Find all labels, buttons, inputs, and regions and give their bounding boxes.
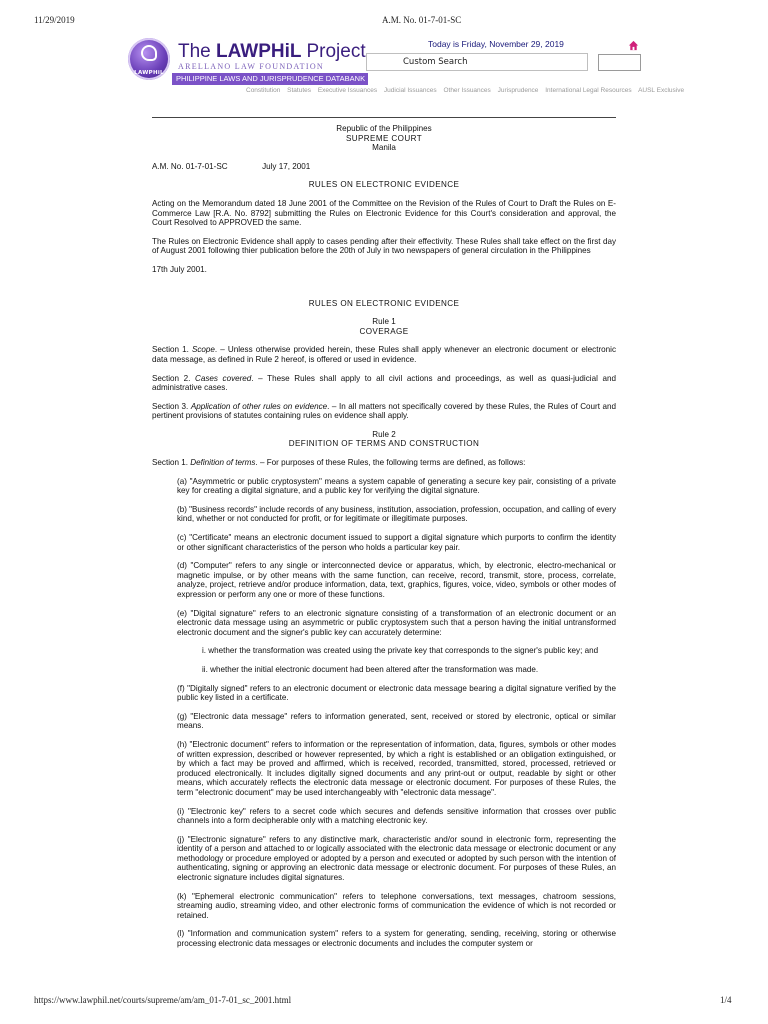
republic-line: Republic of the Philippines xyxy=(336,124,432,133)
logo-caption: LAWPHiL xyxy=(134,70,164,76)
rules-heading: RULES ON ELECTRONIC EVIDENCE xyxy=(308,298,460,308)
section-title: Cases covered xyxy=(194,373,252,383)
site-title[interactable] xyxy=(178,41,366,63)
foundation-name: ARELLANO LAW FOUNDATION xyxy=(178,62,324,71)
site-title-suffix: Project xyxy=(306,41,366,62)
nav-ausl-exclusive[interactable]: AUSL Exclusive xyxy=(638,87,685,94)
nav-constitution[interactable]: Constitution xyxy=(246,87,281,94)
intro-paragraph-1: Acting on the Memorandum dated 18 June 2001 of the Committee on the Revision of the Rules of Court to Draft the Rules on E-Commerce Law [R.A. No. 8792] submitting the Rules on Electronic Evidence for this Court's consideration and approval, the Court Resolved to APPROVED the same. xyxy=(152,198,616,228)
rule1-title: COVERAGE xyxy=(359,326,409,336)
intro-paragraph-2: The Rules on Electronic Evidence shall apply to cases pending after their effectivity. These Rules shall take effect on the first day of August 2001 following thier publication before the 20th of July in two newspapers of general circulation in the Philippines xyxy=(152,236,616,256)
rule1-number: Rule 1 xyxy=(372,317,396,327)
rule1-section1 xyxy=(152,345,616,364)
print-page-number: 1/4 xyxy=(720,995,732,1005)
case-date: July 17, 2001 xyxy=(262,161,311,171)
section-label: Section 1. xyxy=(152,458,188,468)
definition-e: (e) "Digital signature" refers to an electronic signature consisting of a transformation of an electronic document or an electronic data message using an asymmetric or public cryptosystem such that a person having the initial untransformed electronic document and the signer's public key can accurately determine: xyxy=(177,608,616,637)
nav-statutes[interactable]: Statutes xyxy=(287,87,311,94)
main-nav xyxy=(246,87,732,94)
nav-international-legal-resources[interactable]: International Legal Resources xyxy=(545,87,632,94)
logo-emblem-icon xyxy=(141,45,157,61)
section-label: Section 3. xyxy=(152,401,189,411)
definition-h: (h) "Electronic document" refers to information or the representation of information, data, figures, symbols or other modes of written expression, described or however represented, by which a right is established or an obligation extinguished, or by which a fact may be proved and affirmed, which is received, recorded, transmitted, stored, processed, retrieved or produced electronically. It includes digitally signed documents and any print-out or output, readable by sight or other means, which accurately reflects the electronic data message or electronic document. For purposes of these Rules, the term "electronic document" may be used interchangeably with "electronic data message". xyxy=(177,739,616,797)
document-body xyxy=(152,124,616,949)
print-url[interactable]: https://www.lawphil.net/courts/supreme/am/am_01-7-01_sc_2001.html xyxy=(34,995,292,1005)
court-city: Manila xyxy=(372,143,396,153)
rule1-section3 xyxy=(152,402,616,421)
section-text: . – For purposes of these Rules, the following terms are defined, as follows: xyxy=(255,458,526,468)
home-icon[interactable] xyxy=(628,40,639,51)
definition-d: (d) "Computer" refers to any single or interconnected device or apparatus, which, by electronic, electro-mechanical or magnetic impulse, or by other means with the same function, can receive, record, transmit, store, process, correlate, analyze, project, retrieve and/or produce information, data, text, graphics, figures, voice, video, symbols or other modes of expression or perform any one or more of these functions. xyxy=(177,561,616,599)
case-line xyxy=(152,162,616,172)
print-date: 11/29/2019 xyxy=(34,15,75,25)
site-title-brand: LAWPHiL xyxy=(216,41,302,62)
today-date: Today is Friday, November 29, 2019 xyxy=(428,39,564,49)
section-title: Definition of terms xyxy=(190,458,256,468)
definition-i: (i) "Electronic key" refers to a secret code which secures and defends sensitive information that crosses over public channels into a form decipherable only with a matching electronic key. xyxy=(177,806,616,826)
nav-executive-issuances[interactable]: Executive Issuances xyxy=(317,87,378,94)
intro-date: 17th July 2001. xyxy=(152,264,207,274)
section-label: Section 1. xyxy=(152,345,189,355)
definition-c: (c) "Certificate" means an electronic document issued to support a digital signature which purports to confirm the identity or other significant characteristics of the person who holds a particular key pair. xyxy=(177,533,616,552)
section-title: Application of other rules on evidence xyxy=(190,401,328,411)
definition-j: (j) "Electronic signature" refers to any distinctive mark, characteristic and/or sound in electronic form, representing the identity of a person and attached to or logically associated with the electronic data message or electronic document or any methodology or procedure employed or adopted by a person and executed or adopted by such person with the intention of authenticating, signing or approving an electronic data message or electronic document. For purposes of these Rules, an electronic signature includes digital signatures. xyxy=(177,834,616,883)
definition-l: (l) "Information and communication system" refers to a system for generating, sending, receiving, storing or otherwise processing electronic data messages or electronic documents and includes the computer system or xyxy=(177,929,616,949)
section-title: Scope xyxy=(191,345,215,355)
section-label: Section 2. xyxy=(152,373,191,383)
search-placeholder: Custom Search xyxy=(403,57,468,67)
definition-g: (g) "Electronic data message" refers to information generated, sent, received or stored by electronic, optical or similar means. xyxy=(177,711,616,731)
header-divider xyxy=(152,117,616,118)
definition-f: (f) "Digitally signed" refers to an electronic document or electronic data message bearing a digital signature verified by the public key listed in a certificate. xyxy=(177,683,616,703)
definition-e-ii: ii. whether the initial electronic document had been altered after the transformation was made. xyxy=(202,664,539,674)
rule2-section1 xyxy=(152,458,616,468)
nav-jurisprudence[interactable]: Jurisprudence xyxy=(497,87,539,94)
section-text: . – These Rules shall apply to all civil actions and proceedings, as well as quasi-judicial and administrative cases. xyxy=(152,373,616,393)
nav-other-issuances[interactable]: Other Issuances xyxy=(443,87,491,94)
rule1-section2 xyxy=(152,374,616,393)
definition-b: (b) "Business records" include records of any business, institution, association, profession, occupation, and calling of every kind, whether or not conducted for profit, or for legitimate or illegitimate purposes. xyxy=(177,504,616,524)
lawphil-logo[interactable] xyxy=(128,38,170,80)
section-text: . – Unless otherwise provided herein, these Rules shall apply whenever an electronic document or electronic data message, as defined in Rule 2 hereof, is offered or used in evidence. xyxy=(152,345,617,364)
definition-k: (k) "Ephemeral electronic communication" refers to telephone conversations, text messages, chatroom sessions, streaming audio, streaming video, and other electronic forms of communication the evidence of which is not recorded or retained. xyxy=(177,891,616,920)
document-heading: RULES ON ELECTRONIC EVIDENCE xyxy=(308,180,460,190)
rule2-title: DEFINITION OF TERMS AND CONSTRUCTION xyxy=(288,439,480,449)
databank-bar: PHILIPPINE LAWS AND JURISPRUDENCE DATABANK xyxy=(172,73,368,85)
definition-e-i: i. whether the transformation was created using the private key that corresponds to the signer's public key; and xyxy=(202,646,599,656)
nav-judicial-issuances[interactable]: Judicial Issuances xyxy=(383,87,437,94)
case-number: A.M. No. 01-7-01-SC xyxy=(152,161,228,171)
section-text: . – In all matters not specifically covered by these Rules, the Rules of Court and pertinent provisions of statutes containing rules on evidence shall apply. xyxy=(152,401,617,421)
rule2-number: Rule 2 xyxy=(372,429,396,439)
print-title: A.M. No. 01-7-01-SC xyxy=(382,15,462,25)
definition-a: (a) "Asymmetric or public cryptosystem" means a system capable of generating a secure key pair, consisting of a private key for creating a digital signature, and a public key for verifying the digital signature. xyxy=(177,476,616,496)
court-name: SUPREME COURT xyxy=(345,133,423,143)
site-title-prefix: The xyxy=(178,41,211,62)
search-input[interactable] xyxy=(366,53,588,71)
search-button[interactable] xyxy=(598,54,641,71)
